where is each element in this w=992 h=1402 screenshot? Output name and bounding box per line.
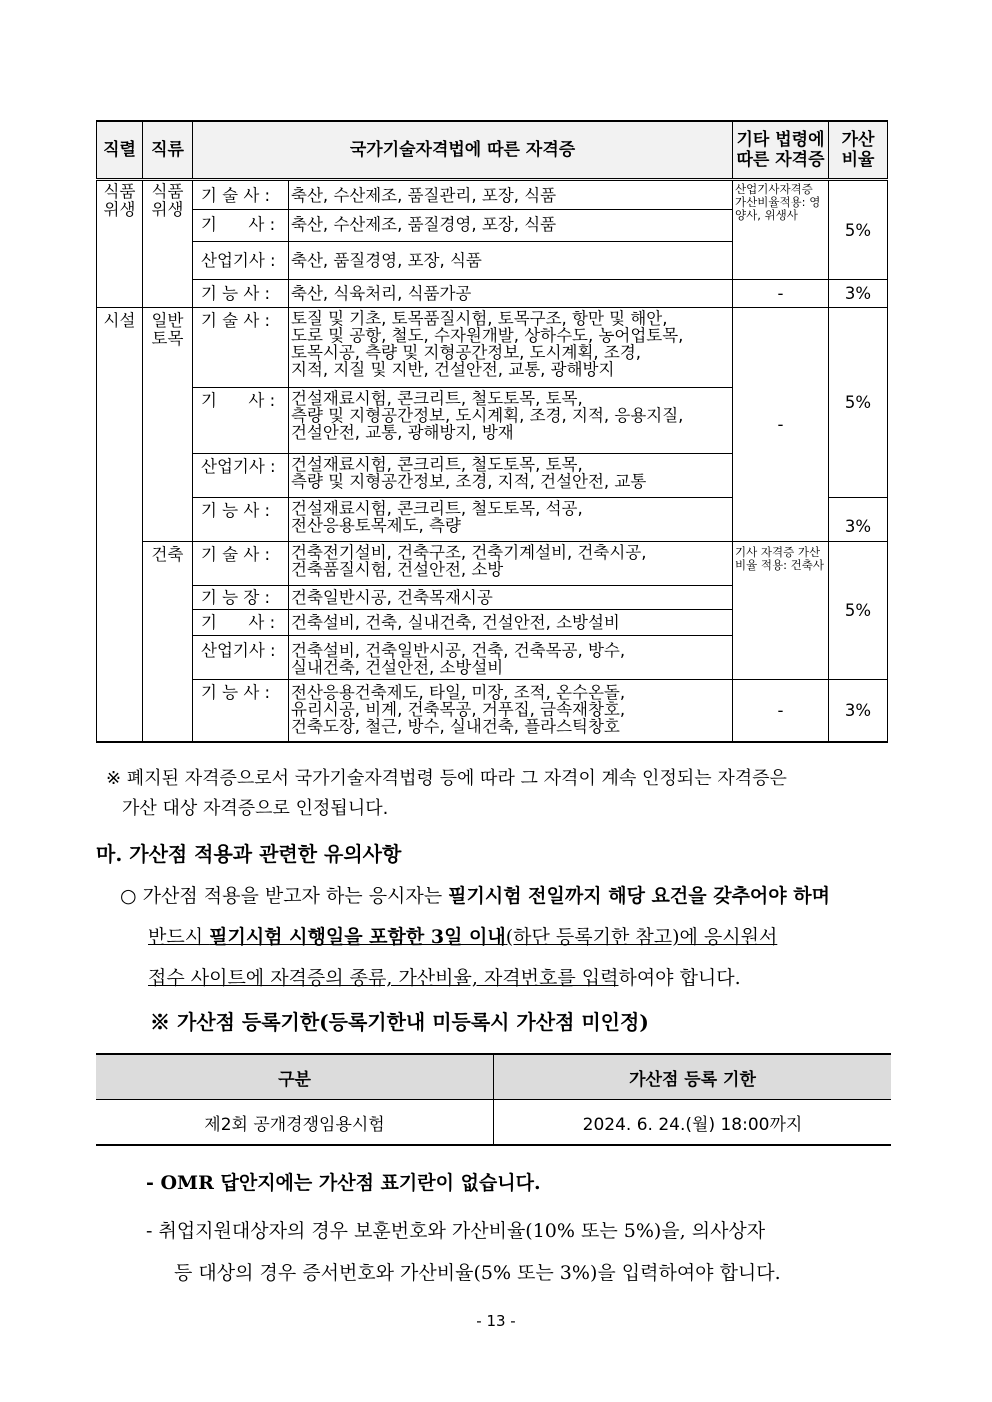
level-label: 기 사 : bbox=[193, 388, 289, 454]
bonus-caution-paragraph bbox=[120, 876, 910, 999]
deadline-date: 2024. 6. 24.(월) 18:00까지 bbox=[494, 1100, 892, 1146]
abolished-cert-note bbox=[106, 764, 906, 824]
note-line-2: 가산 대상 자격증으로 인정됩니다. bbox=[122, 798, 389, 819]
bullet-icon: ○ bbox=[120, 885, 137, 907]
deadline-header-row bbox=[96, 1054, 891, 1100]
level-label: 기 능 사 : bbox=[193, 280, 289, 308]
cert-list: 축산, 수산제조, 품질경영, 포장, 식품 bbox=[289, 210, 733, 242]
cert-list: 축산, 식육처리, 식품가공 bbox=[289, 280, 733, 308]
header-jikryeol: 직렬 bbox=[97, 121, 143, 180]
level-label: 기 술 사 : bbox=[193, 308, 289, 388]
cert-list: 건설재료시험, 콘크리트, 철도토목, 석공, 전산응용토목제도, 측량 bbox=[289, 498, 733, 542]
input-note bbox=[146, 1210, 906, 1294]
arch-other: 기사 자격증 가산비율 적용: 건축사 bbox=[733, 542, 829, 680]
civil-ratio-top: 5% bbox=[829, 308, 888, 498]
level-label: 산업기사 : bbox=[193, 242, 289, 280]
cert-list: 전산응용건축제도, 타일, 미장, 조적, 온수온돌, 유리시공, 비계, 건축목공, 거푸집, 금속재창호, 건축도장, 철근, 방수, 실내건축, 플라스틱창호 bbox=[289, 680, 733, 742]
level-label: 기 능 사 : bbox=[193, 680, 289, 742]
header-jikryu: 직류 bbox=[143, 121, 193, 180]
food-jikryeol: 식품 위생 bbox=[97, 180, 143, 308]
level-label: 기 사 : bbox=[193, 610, 289, 636]
cert-list: 축산, 수산제조, 품질관리, 포장, 식품 bbox=[289, 180, 733, 210]
deadline-col-deadline: 가산점 등록 기한 bbox=[494, 1054, 892, 1100]
level-label: 기 술 사 : bbox=[193, 542, 289, 586]
food-other-bottom: - bbox=[733, 280, 829, 308]
header-ratio: 가산 비율 bbox=[829, 121, 888, 180]
level-label: 기 능 사 : bbox=[193, 498, 289, 542]
cert-list: 토질 및 기초, 토목품질시험, 토목구조, 항만 및 해안, 도로 및 공항, 철도, 수자원개발, 상하수도, 농어업토목, 토목시공, 측량 및 지형공간정보, 도시계획, 조경, 지적, 지질 및 지반, 건설안전, 교통, 광해방지 bbox=[289, 308, 733, 388]
table-row bbox=[97, 542, 888, 586]
civil-other: - bbox=[733, 308, 829, 542]
table-header-row bbox=[97, 121, 888, 180]
arch-ratio-top: 5% bbox=[829, 542, 888, 680]
cert-list: 건설재료시험, 콘크리트, 철도토목, 토목, 측량 및 지형공간정보, 도시계획, 조경, 지적, 응용지질, 건설안전, 교통, 광해방지, 방재 bbox=[289, 388, 733, 454]
table-row bbox=[97, 308, 888, 388]
cert-list: 건축전기설비, 건축구조, 건축기계설비, 건축시공, 건축품질시험, 건설안전, 소방 bbox=[289, 542, 733, 586]
cert-list: 건축설비, 건축, 실내건축, 건설안전, 소방설비 bbox=[289, 610, 733, 636]
deadline-row bbox=[96, 1100, 891, 1146]
table-row bbox=[97, 680, 888, 742]
qualification-table bbox=[96, 120, 888, 743]
cert-list: 축산, 품질경영, 포장, 식품 bbox=[289, 242, 733, 280]
page-number: - 13 - bbox=[476, 1312, 516, 1330]
input-note-line-2: 등 대상의 경우 증서번호와 가산비율(5% 또는 3%)을 입력하여야 합니다. bbox=[174, 1262, 781, 1284]
level-label: 산업기사 : bbox=[193, 636, 289, 680]
cert-list: 건축설비, 건축일반시공, 건축, 건축목공, 방수, 실내건축, 건설안전, 소방설비 bbox=[289, 636, 733, 680]
food-ratio-bottom: 3% bbox=[829, 280, 888, 308]
paragraph-line-3: 접수 사이트에 자격증의 종류, 가산비율, 자격번호를 입력하여야 합니다. bbox=[148, 967, 741, 989]
deadline-exam-name: 제2회 공개경쟁임용시험 bbox=[204, 1114, 385, 1135]
arch-jikryu: 건축 bbox=[143, 542, 193, 742]
deadline-col-category: 구분 bbox=[96, 1054, 494, 1100]
food-jikryu: 식품 위생 bbox=[143, 180, 193, 308]
level-label: 기 사 : bbox=[193, 210, 289, 242]
level-label: 산업기사 : bbox=[193, 454, 289, 498]
civil-ratio-bottom: 3% bbox=[829, 498, 888, 542]
header-other: 기타 법령에 따른 자격증 bbox=[733, 121, 829, 180]
level-label: 기 능 장 : bbox=[193, 586, 289, 610]
level-label: 기 술 사 : bbox=[193, 180, 289, 210]
arch-ratio-bottom: 3% bbox=[829, 680, 888, 742]
table-row bbox=[97, 180, 888, 210]
table-row bbox=[97, 280, 888, 308]
cert-list: 건축일반시공, 건축목재시공 bbox=[289, 586, 733, 610]
paragraph-line-1: ○ 가산점 적용을 받고자 하는 응시자는 필기시험 전일까지 해당 요건을 갖추어야 하며 bbox=[120, 885, 830, 907]
cert-list: 건설재료시험, 콘크리트, 철도토목, 토목, 측량 및 지형공간정보, 조경, 지적, 건설안전, 교통 bbox=[289, 454, 733, 498]
facility-jikryeol: 시설 bbox=[97, 308, 143, 742]
food-other: 산업기사자격증 가산비율적용: 영양사, 위생사 bbox=[733, 180, 829, 280]
input-note-line-1: - 취업지원대상자의 경우 보훈번호와 가산비율(10% 또는 5%)을, 의사상자 bbox=[146, 1220, 766, 1242]
civil-jikryu: 일반 토목 bbox=[143, 308, 193, 542]
header-cert: 국가기술자격법에 따른 자격증 bbox=[193, 121, 733, 180]
arch-other-bottom: - bbox=[733, 680, 829, 742]
note-line-1: ※ 폐지된 자격증으로서 국가기술자격법령 등에 따라 그 자격이 계속 인정되는 자격증은 bbox=[106, 768, 787, 789]
section-title: 마. 가산점 적용과 관련한 유의사항 bbox=[96, 842, 402, 866]
paragraph-line-2: 반드시 필기시험 시행일을 포함한 3일 이내(하단 등록기한 참고)에 응시원서 bbox=[148, 926, 778, 948]
food-ratio-top: 5% bbox=[829, 180, 888, 280]
deadline-table bbox=[96, 1053, 891, 1146]
omr-note: - OMR 답안지에는 가산점 표기란이 없습니다. bbox=[146, 1172, 541, 1194]
deadline-title: ※ 가산점 등록기한(등록기한내 미등록시 가산점 미인정) bbox=[150, 1010, 649, 1034]
